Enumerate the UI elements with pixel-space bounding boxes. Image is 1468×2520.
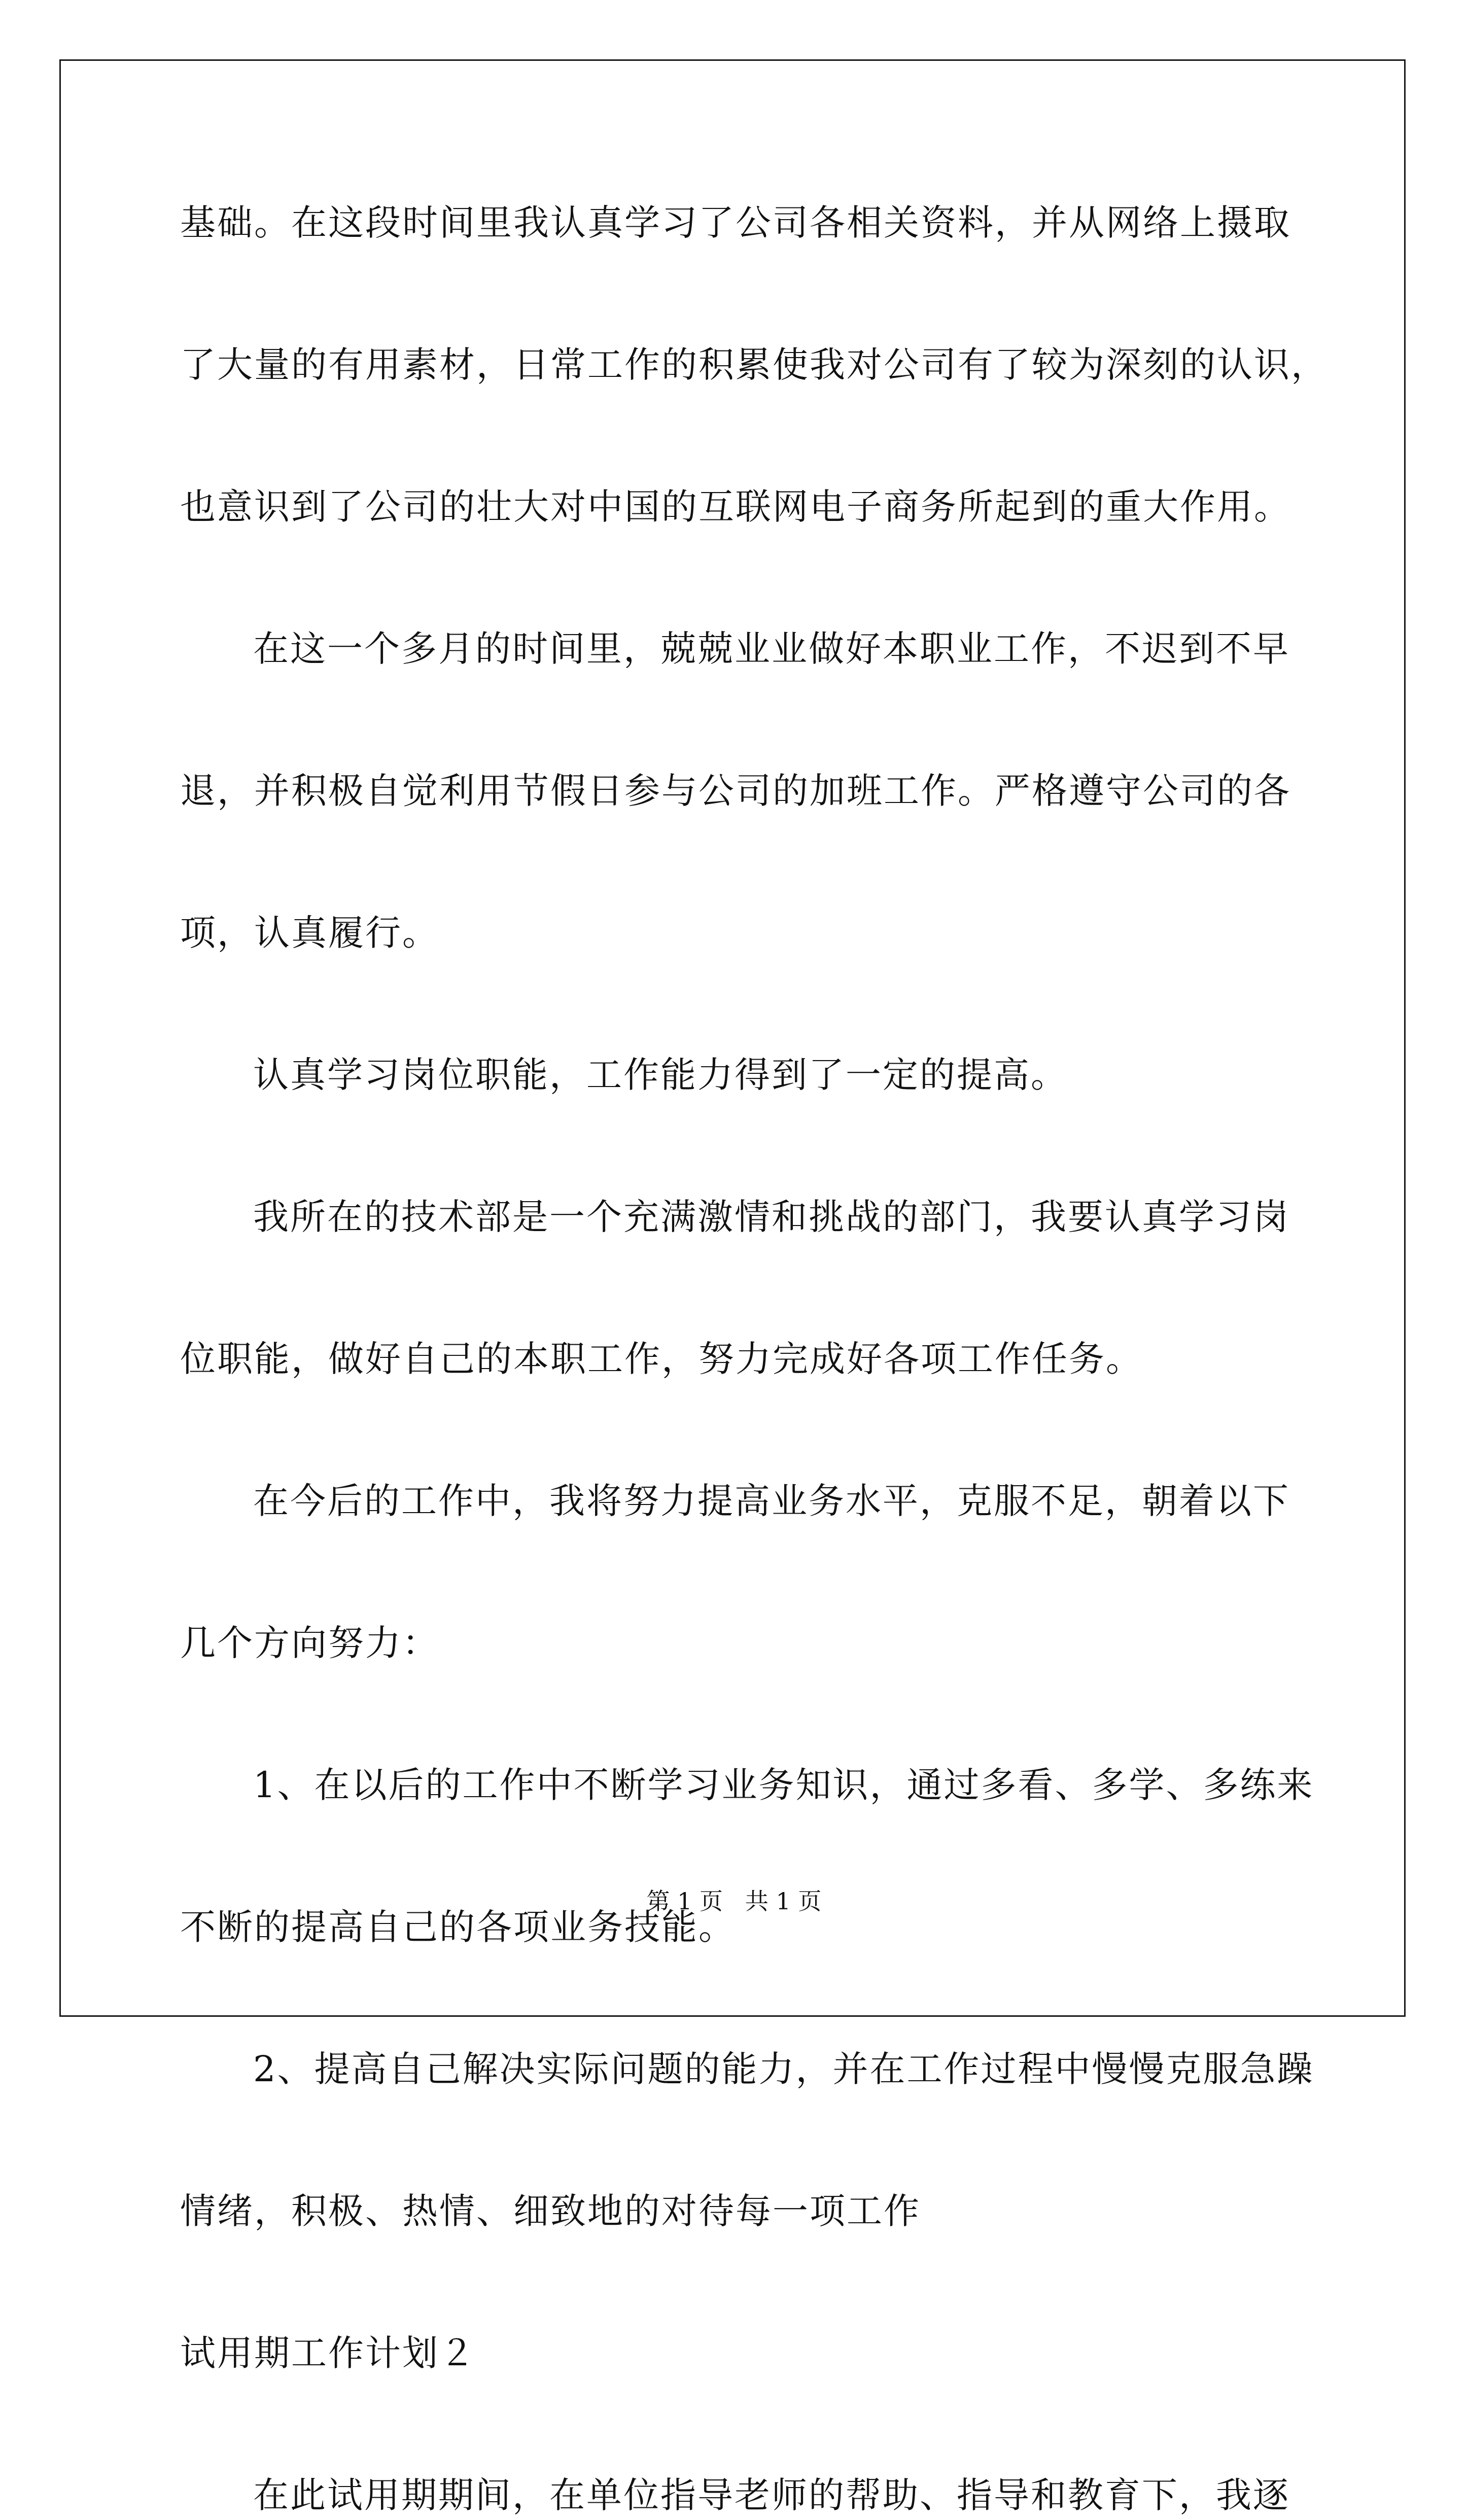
- paragraph-line: 几个方向努力：: [180, 1622, 439, 1664]
- page-number-footer: 第 1 页 共 1 页: [646, 1887, 822, 1915]
- list-item-line: 不断的提高自己的各项业务技能。: [180, 1906, 736, 1948]
- paragraph-line: 也意识到了公司的壮大对中国的互联网电子商务所起到的重大作用。: [180, 486, 1291, 528]
- paragraph-line: 认真学习岗位职能，工作能力得到了一定的提高。: [253, 1054, 1068, 1096]
- list-item-line: 2、提高自己解决实际问题的能力，并在工作过程中慢慢克服急躁: [253, 2048, 1314, 2090]
- paragraph-line: 退，并积极自觉利用节假日参与公司的加班工作。严格遵守公司的各: [180, 770, 1291, 812]
- document-body: [180, 198, 1328, 2520]
- list-item-line: 1、在以后的工作中不断学习业务知识，通过多看、多学、多练来: [253, 1764, 1314, 1806]
- paragraph-line: 基础。在这段时间里我认真学习了公司各相关资料，并从网络上摄取: [180, 202, 1291, 243]
- paragraph-line: 项，认真履行。: [180, 912, 439, 954]
- paragraph-line: 在今后的工作中，我将努力提高业务水平，克服不足，朝着以下: [253, 1480, 1290, 1522]
- paragraph-line: 在此试用期期间，在单位指导老师的帮助、指导和教育下，我逐: [253, 2474, 1290, 2516]
- paragraph-line: 了大量的有用素材，日常工作的积累使我对公司有了较为深刻的认识，: [180, 344, 1328, 386]
- paragraph-line: 位职能，做好自己的本职工作，努力完成好各项工作任务。: [180, 1338, 1143, 1380]
- paragraph-line: 我所在的技术部是一个充满激情和挑战的部门，我要认真学习岗: [253, 1196, 1290, 1238]
- list-item-line: 情绪，积极、热情、细致地的对待每一项工作: [180, 2190, 921, 2232]
- paragraph-line: 在这一个多月的时间里，兢兢业业做好本职业工作，不迟到不早: [253, 628, 1290, 670]
- section-heading: 试用期工作计划２: [180, 2332, 476, 2374]
